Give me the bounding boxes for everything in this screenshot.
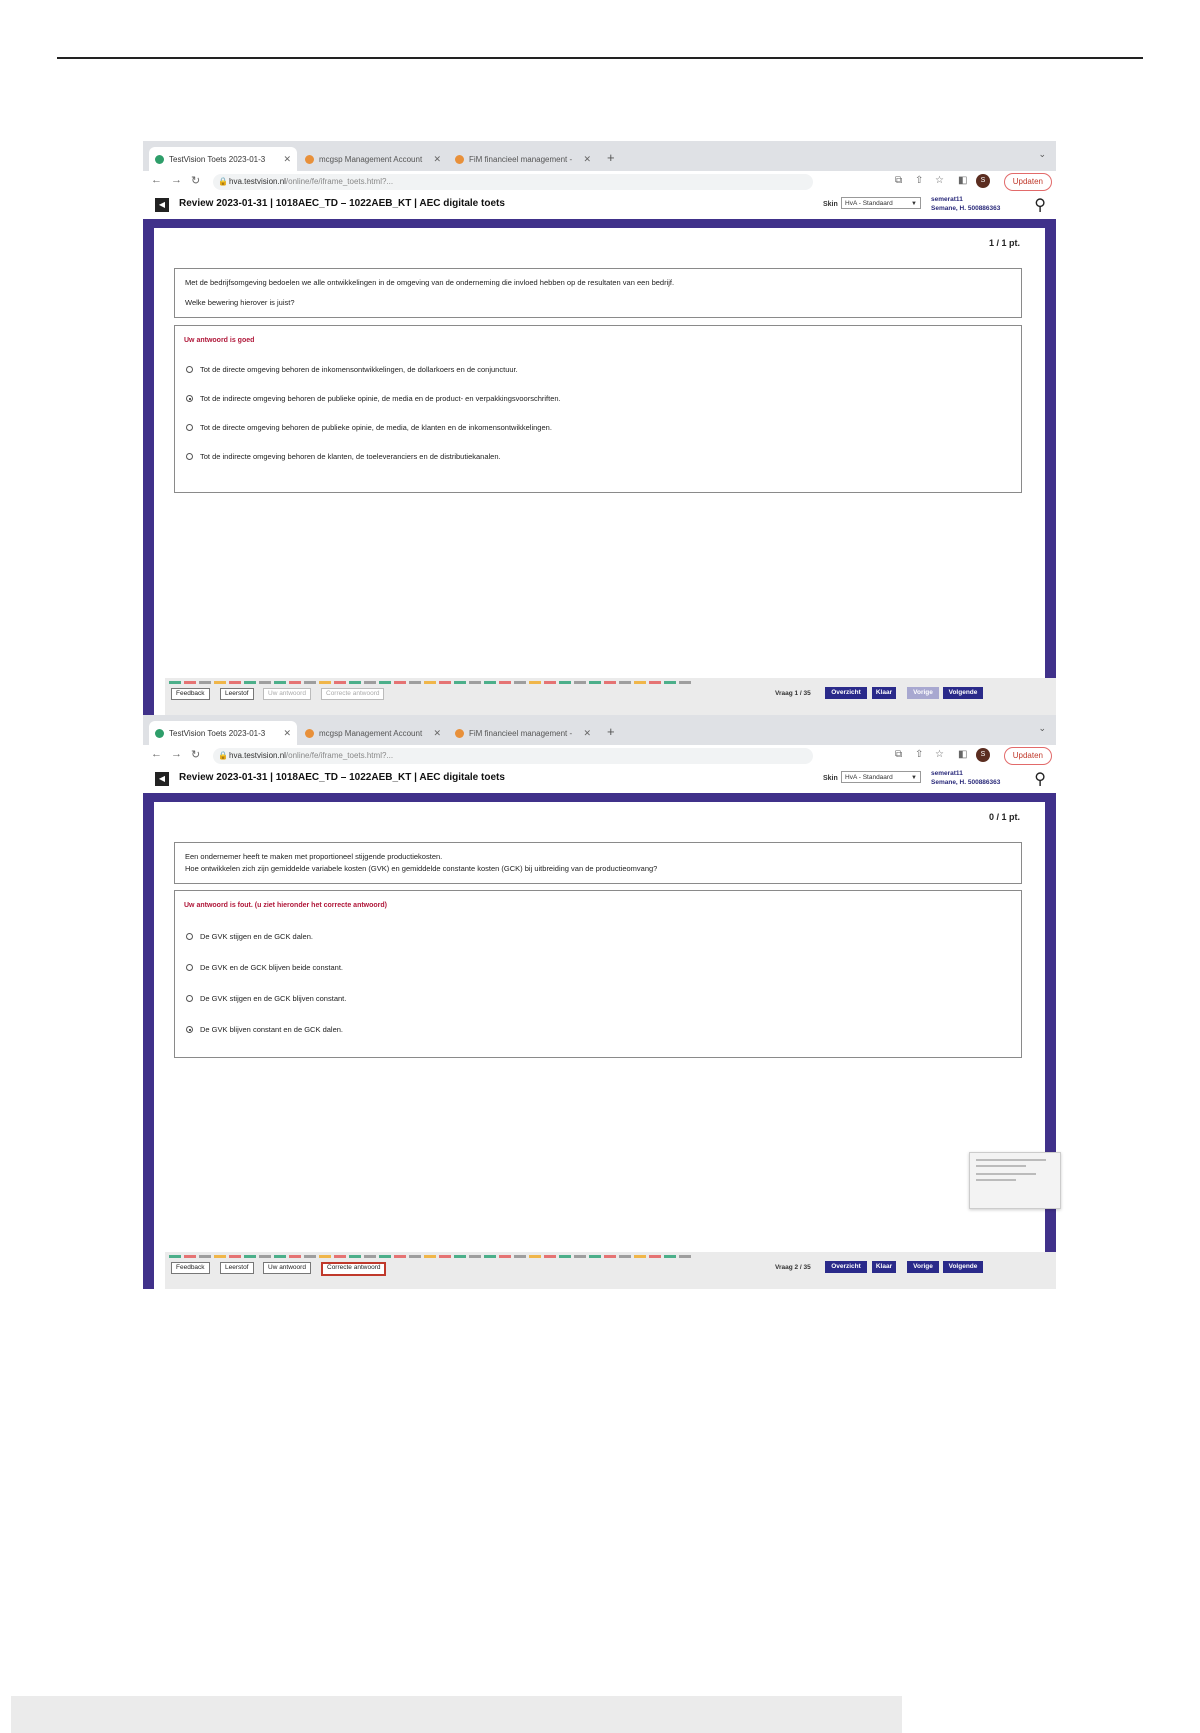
favicon-icon xyxy=(305,155,314,164)
url-host: hva.testvision.nl xyxy=(229,751,286,760)
progress-segment xyxy=(289,681,301,684)
question-box xyxy=(174,842,1022,884)
thumb-line xyxy=(976,1165,1026,1167)
chevron-down-icon: ▼ xyxy=(911,775,917,781)
progress-segment xyxy=(619,1255,631,1258)
app-header xyxy=(143,767,1056,793)
tab-label: mcgsp Management Account xyxy=(319,728,423,738)
tab-label: TestVision Toets 2023-01-3 xyxy=(169,154,266,164)
user-name-id: Semane, H. 500886363 xyxy=(931,779,1001,786)
progress-segment xyxy=(184,681,196,684)
progress-segment xyxy=(334,1255,346,1258)
progress-segment xyxy=(529,1255,541,1258)
tab-label: mcgsp Management Account xyxy=(319,154,423,164)
question-panel xyxy=(154,228,1045,715)
progress-segment xyxy=(604,1255,616,1258)
progress-segment xyxy=(469,1255,481,1258)
username: semerat11 xyxy=(931,196,963,203)
skin-label: Skin xyxy=(823,201,838,208)
option-text: De GVK en de GCK blijven beide constant. xyxy=(200,963,343,972)
progress-segment xyxy=(394,1255,406,1258)
progress-segment xyxy=(349,1255,361,1258)
progress-segment xyxy=(664,1255,676,1258)
tab-label: TestVision Toets 2023-01-3 xyxy=(169,728,266,738)
lock-icon: 🔒 xyxy=(218,177,228,186)
progress-segment xyxy=(304,681,316,684)
option-text: De GVK stijgen en de GCK dalen. xyxy=(200,932,313,941)
radio-button[interactable] xyxy=(186,366,193,373)
progress-segment xyxy=(679,681,691,684)
progress-segment xyxy=(559,681,571,684)
progress-segment xyxy=(514,1255,526,1258)
option-text: Tot de indirecte omgeving behoren de publieke opinie, de media en de product- en verpakkingsvoorschriften. xyxy=(200,394,561,403)
radio-button[interactable] xyxy=(186,933,193,940)
browser-tab-strip xyxy=(143,715,1056,745)
share-icon[interactable]: ⇧ xyxy=(915,749,924,760)
radio-button[interactable] xyxy=(186,964,193,971)
correcte-antwoord-button[interactable]: Correcte antwoord xyxy=(321,688,384,700)
address-bar-row xyxy=(143,171,1056,194)
chevron-down-icon[interactable]: ⌄ xyxy=(1038,149,1046,159)
username: semerat11 xyxy=(931,770,963,777)
progress-segment xyxy=(169,681,181,684)
sidepanel-icon[interactable]: ◧ xyxy=(958,175,968,186)
progress-segment xyxy=(574,1255,586,1258)
tab-label: FiM financieel management - xyxy=(469,728,573,738)
progress-segment xyxy=(184,1255,196,1258)
browser-tab-financieel[interactable] xyxy=(449,721,597,745)
question-prompt: Welke bewering hierover is juist? xyxy=(185,298,295,307)
app-header xyxy=(143,193,1056,219)
progress-segment xyxy=(289,1255,301,1258)
radio-button[interactable] xyxy=(186,453,193,460)
screenshot-1 xyxy=(143,141,1056,715)
vorige-button[interactable]: Vorige xyxy=(907,1261,939,1273)
progress-segment xyxy=(544,1255,556,1258)
progress-segment xyxy=(514,681,526,684)
progress-segment xyxy=(214,1255,226,1258)
uw-antwoord-button[interactable]: Uw antwoord xyxy=(263,1262,311,1274)
favicon-icon xyxy=(455,155,464,164)
close-icon[interactable]: ✕ xyxy=(583,153,591,164)
update-button[interactable]: Updaten xyxy=(1004,747,1052,765)
progress-segment xyxy=(364,1255,376,1258)
progress-segment xyxy=(394,681,406,684)
forward-arrow-icon[interactable]: → xyxy=(171,174,182,186)
option-text: Tot de directe omgeving behoren de inkomensontwikkelingen, de dollarkoers en de conjunctuur. xyxy=(200,365,518,374)
progress-segment xyxy=(379,681,391,684)
progress-segment xyxy=(274,681,286,684)
install-icon[interactable]: ⧉ xyxy=(895,175,903,186)
progress-segment xyxy=(424,1255,436,1258)
question-counter: Vraag 1 / 35 xyxy=(775,690,811,697)
address-bar-row xyxy=(143,745,1056,768)
progress-segment xyxy=(604,681,616,684)
progress-segment xyxy=(649,681,661,684)
radio-button[interactable] xyxy=(186,995,193,1002)
browser-tab-financieel[interactable] xyxy=(449,147,597,171)
progress-segment xyxy=(229,681,241,684)
klaar-button[interactable]: Klaar xyxy=(872,687,896,699)
volgende-button[interactable]: Volgende xyxy=(943,687,983,699)
klaar-button[interactable]: Klaar xyxy=(872,1261,896,1273)
progress-segment xyxy=(199,681,211,684)
vorige-button[interactable]: Vorige xyxy=(907,687,939,699)
option-text: Tot de directe omgeving behoren de publieke opinie, de media, de klanten en de inkomensontwikkelingen. xyxy=(200,423,552,432)
page-rule-bottom xyxy=(11,1696,902,1733)
url-host: hva.testvision.nl xyxy=(229,177,286,186)
question-text: Een ondernemer heeft te maken met proportioneel stijgende productiekosten. xyxy=(185,852,443,861)
back-icon[interactable]: ◀ xyxy=(155,198,169,212)
overzicht-button[interactable]: Overzicht xyxy=(825,1261,867,1273)
new-tab-icon[interactable]: + xyxy=(607,150,615,165)
progress-segment xyxy=(499,1255,511,1258)
progress-segment xyxy=(544,681,556,684)
radio-button[interactable] xyxy=(186,424,193,431)
progress-segment xyxy=(634,681,646,684)
testvision-favicon-icon xyxy=(155,155,164,164)
answer-option[interactable] xyxy=(186,932,313,941)
progress-segment xyxy=(244,1255,256,1258)
forward-arrow-icon[interactable]: → xyxy=(171,748,182,760)
progress-segment xyxy=(169,1255,181,1258)
thumb-line xyxy=(976,1173,1036,1175)
progress-segment xyxy=(199,1255,211,1258)
progress-segment xyxy=(334,681,346,684)
question-text: Met de bedrijfsomgeving bedoelen we alle ontwikkelingen in de omgeving van de onderneming die invloed hebben op de resultaten van een bedrijf. xyxy=(185,278,675,287)
progress-segment xyxy=(229,1255,241,1258)
browser-tab-testvision[interactable] xyxy=(149,721,297,745)
progress-segment xyxy=(364,681,376,684)
progress-segment xyxy=(409,1255,421,1258)
close-icon[interactable]: ✕ xyxy=(283,153,291,164)
option-text: De GVK stijgen en de GCK blijven constant. xyxy=(200,994,347,1003)
floating-preview-thumbnail[interactable] xyxy=(969,1152,1061,1209)
volgende-button[interactable]: Volgende xyxy=(943,1261,983,1273)
progress-segment xyxy=(664,681,676,684)
progress-segment xyxy=(679,1255,691,1258)
progress-segment xyxy=(274,1255,286,1258)
answer-option[interactable] xyxy=(186,1025,343,1034)
leerstof-button[interactable]: Leerstof xyxy=(220,688,254,700)
radio-button-selected[interactable] xyxy=(186,1026,193,1033)
page-title: Review 2023-01-31 | 1018AEC_TD – 1022AEB_KT | AEC digitale toets xyxy=(179,198,505,209)
progress-segment xyxy=(589,681,601,684)
profile-avatar[interactable]: S xyxy=(976,748,990,762)
progress-segment xyxy=(469,681,481,684)
install-icon[interactable]: ⧉ xyxy=(895,749,903,760)
progress-segment xyxy=(529,681,541,684)
sidepanel-icon[interactable]: ◧ xyxy=(958,749,968,760)
progress-segment xyxy=(454,1255,466,1258)
browser-tab-management[interactable] xyxy=(299,147,447,171)
progress-segment xyxy=(259,1255,271,1258)
close-icon[interactable]: ✕ xyxy=(283,727,291,738)
close-icon[interactable]: ✕ xyxy=(583,727,591,738)
feedback-button[interactable]: Feedback xyxy=(171,1262,210,1274)
question-panel xyxy=(154,802,1045,1289)
progress-segment xyxy=(424,681,436,684)
progress-segment xyxy=(439,1255,451,1258)
question-prompt: Hoe ontwikkelen zich zijn gemiddelde variabele kosten (GVK) en gemiddelde constante kosten (GCK) bij uitbreiding van de productieomvang? xyxy=(185,864,658,873)
bottom-navigation xyxy=(165,678,1056,715)
content-frame xyxy=(143,793,1056,1289)
score: 0 / 1 pt. xyxy=(988,812,1020,822)
bottom-navigation xyxy=(165,1252,1056,1289)
thumb-line xyxy=(976,1179,1016,1181)
answer-box xyxy=(174,890,1022,1058)
progress-segment xyxy=(259,681,271,684)
lock-icon: 🔒 xyxy=(218,751,228,760)
browser-tab-testvision[interactable] xyxy=(149,147,297,171)
feedback-text: Uw antwoord is fout. (u ziet hieronder het correcte antwoord) xyxy=(184,902,388,909)
user-info xyxy=(931,769,1000,787)
skin-value: HvA - Standaard xyxy=(845,774,893,781)
skin-label: Skin xyxy=(823,775,838,782)
browser-tab-management[interactable] xyxy=(299,721,447,745)
back-arrow-icon[interactable]: ← xyxy=(151,174,162,186)
progress-segment xyxy=(304,1255,316,1258)
progress-segment xyxy=(349,681,361,684)
question-counter: Vraag 2 / 35 xyxy=(775,1264,811,1271)
reload-icon[interactable]: ↻ xyxy=(191,175,201,187)
uw-antwoord-button[interactable]: Uw antwoord xyxy=(263,688,311,700)
testvision-logo-icon: ⚲ xyxy=(1034,771,1046,788)
progress-segment xyxy=(634,1255,646,1258)
screenshot-2 xyxy=(143,715,1056,1288)
progress-segment xyxy=(484,1255,496,1258)
progress-segment xyxy=(454,681,466,684)
star-icon[interactable]: ☆ xyxy=(935,175,944,186)
progress-segment xyxy=(244,681,256,684)
answer-option[interactable] xyxy=(186,365,518,374)
favicon-icon xyxy=(305,729,314,738)
progress-segment xyxy=(319,681,331,684)
back-icon[interactable]: ◀ xyxy=(155,772,169,786)
close-icon[interactable]: ✕ xyxy=(433,153,441,164)
question-box xyxy=(174,268,1022,318)
url-path: /online/fe/iframe_toets.html?... xyxy=(285,177,394,186)
url-path: /online/fe/iframe_toets.html?... xyxy=(285,751,394,760)
tab-label: FiM financieel management - xyxy=(469,154,573,164)
progress-segment xyxy=(559,1255,571,1258)
skin-select[interactable] xyxy=(841,197,921,209)
score: 1 / 1 pt. xyxy=(988,238,1020,248)
url-field[interactable] xyxy=(213,174,813,190)
thumb-line xyxy=(976,1159,1046,1161)
close-icon[interactable]: ✕ xyxy=(433,727,441,738)
progress-segment xyxy=(589,1255,601,1258)
answer-box xyxy=(174,325,1022,493)
reload-icon[interactable]: ↻ xyxy=(191,749,201,761)
user-name-id: Semane, H. 500886363 xyxy=(931,205,1001,212)
testvision-logo-icon: ⚲ xyxy=(1034,197,1046,214)
progress-segment xyxy=(619,681,631,684)
new-tab-icon[interactable]: + xyxy=(607,724,615,739)
favicon-icon xyxy=(455,729,464,738)
answer-option[interactable] xyxy=(186,452,501,461)
progress-segment xyxy=(409,681,421,684)
update-button[interactable]: Updaten xyxy=(1004,173,1052,191)
answer-option[interactable] xyxy=(186,963,343,972)
skin-select[interactable] xyxy=(841,771,921,783)
browser-tab-strip xyxy=(143,141,1056,171)
chevron-down-icon[interactable]: ⌄ xyxy=(1038,723,1046,733)
answer-option[interactable] xyxy=(186,423,552,432)
star-icon[interactable]: ☆ xyxy=(935,749,944,760)
share-icon[interactable]: ⇧ xyxy=(915,175,924,186)
overzicht-button[interactable]: Overzicht xyxy=(825,687,867,699)
profile-avatar[interactable]: S xyxy=(976,174,990,188)
radio-button-selected[interactable] xyxy=(186,395,193,402)
url-field[interactable] xyxy=(213,748,813,764)
leerstof-button[interactable]: Leerstof xyxy=(220,1262,254,1274)
feedback-button[interactable]: Feedback xyxy=(171,688,210,700)
progress-segment xyxy=(439,681,451,684)
testvision-favicon-icon xyxy=(155,729,164,738)
progress-segment xyxy=(484,681,496,684)
option-text: De GVK blijven constant en de GCK dalen. xyxy=(200,1025,343,1034)
answer-option[interactable] xyxy=(186,994,346,1003)
content-frame xyxy=(143,219,1056,715)
progress-segment xyxy=(379,1255,391,1258)
page-rule-top xyxy=(57,57,1143,59)
progress-segment xyxy=(319,1255,331,1258)
back-arrow-icon[interactable]: ← xyxy=(151,748,162,760)
progress-segment xyxy=(499,681,511,684)
option-text: Tot de indirecte omgeving behoren de klanten, de toeleveranciers en de distributiekanalen. xyxy=(200,452,501,461)
page-title: Review 2023-01-31 | 1018AEC_TD – 1022AEB_KT | AEC digitale toets xyxy=(179,772,505,783)
chevron-down-icon: ▼ xyxy=(911,201,917,207)
correcte-antwoord-button[interactable]: Correcte antwoord xyxy=(321,1262,386,1276)
feedback-text: Uw antwoord is goed xyxy=(184,337,255,344)
skin-value: HvA - Standaard xyxy=(845,200,893,207)
user-info xyxy=(931,195,1000,213)
progress-segment xyxy=(649,1255,661,1258)
progress-segment xyxy=(574,681,586,684)
progress-segment xyxy=(214,681,226,684)
answer-option[interactable] xyxy=(186,394,561,403)
